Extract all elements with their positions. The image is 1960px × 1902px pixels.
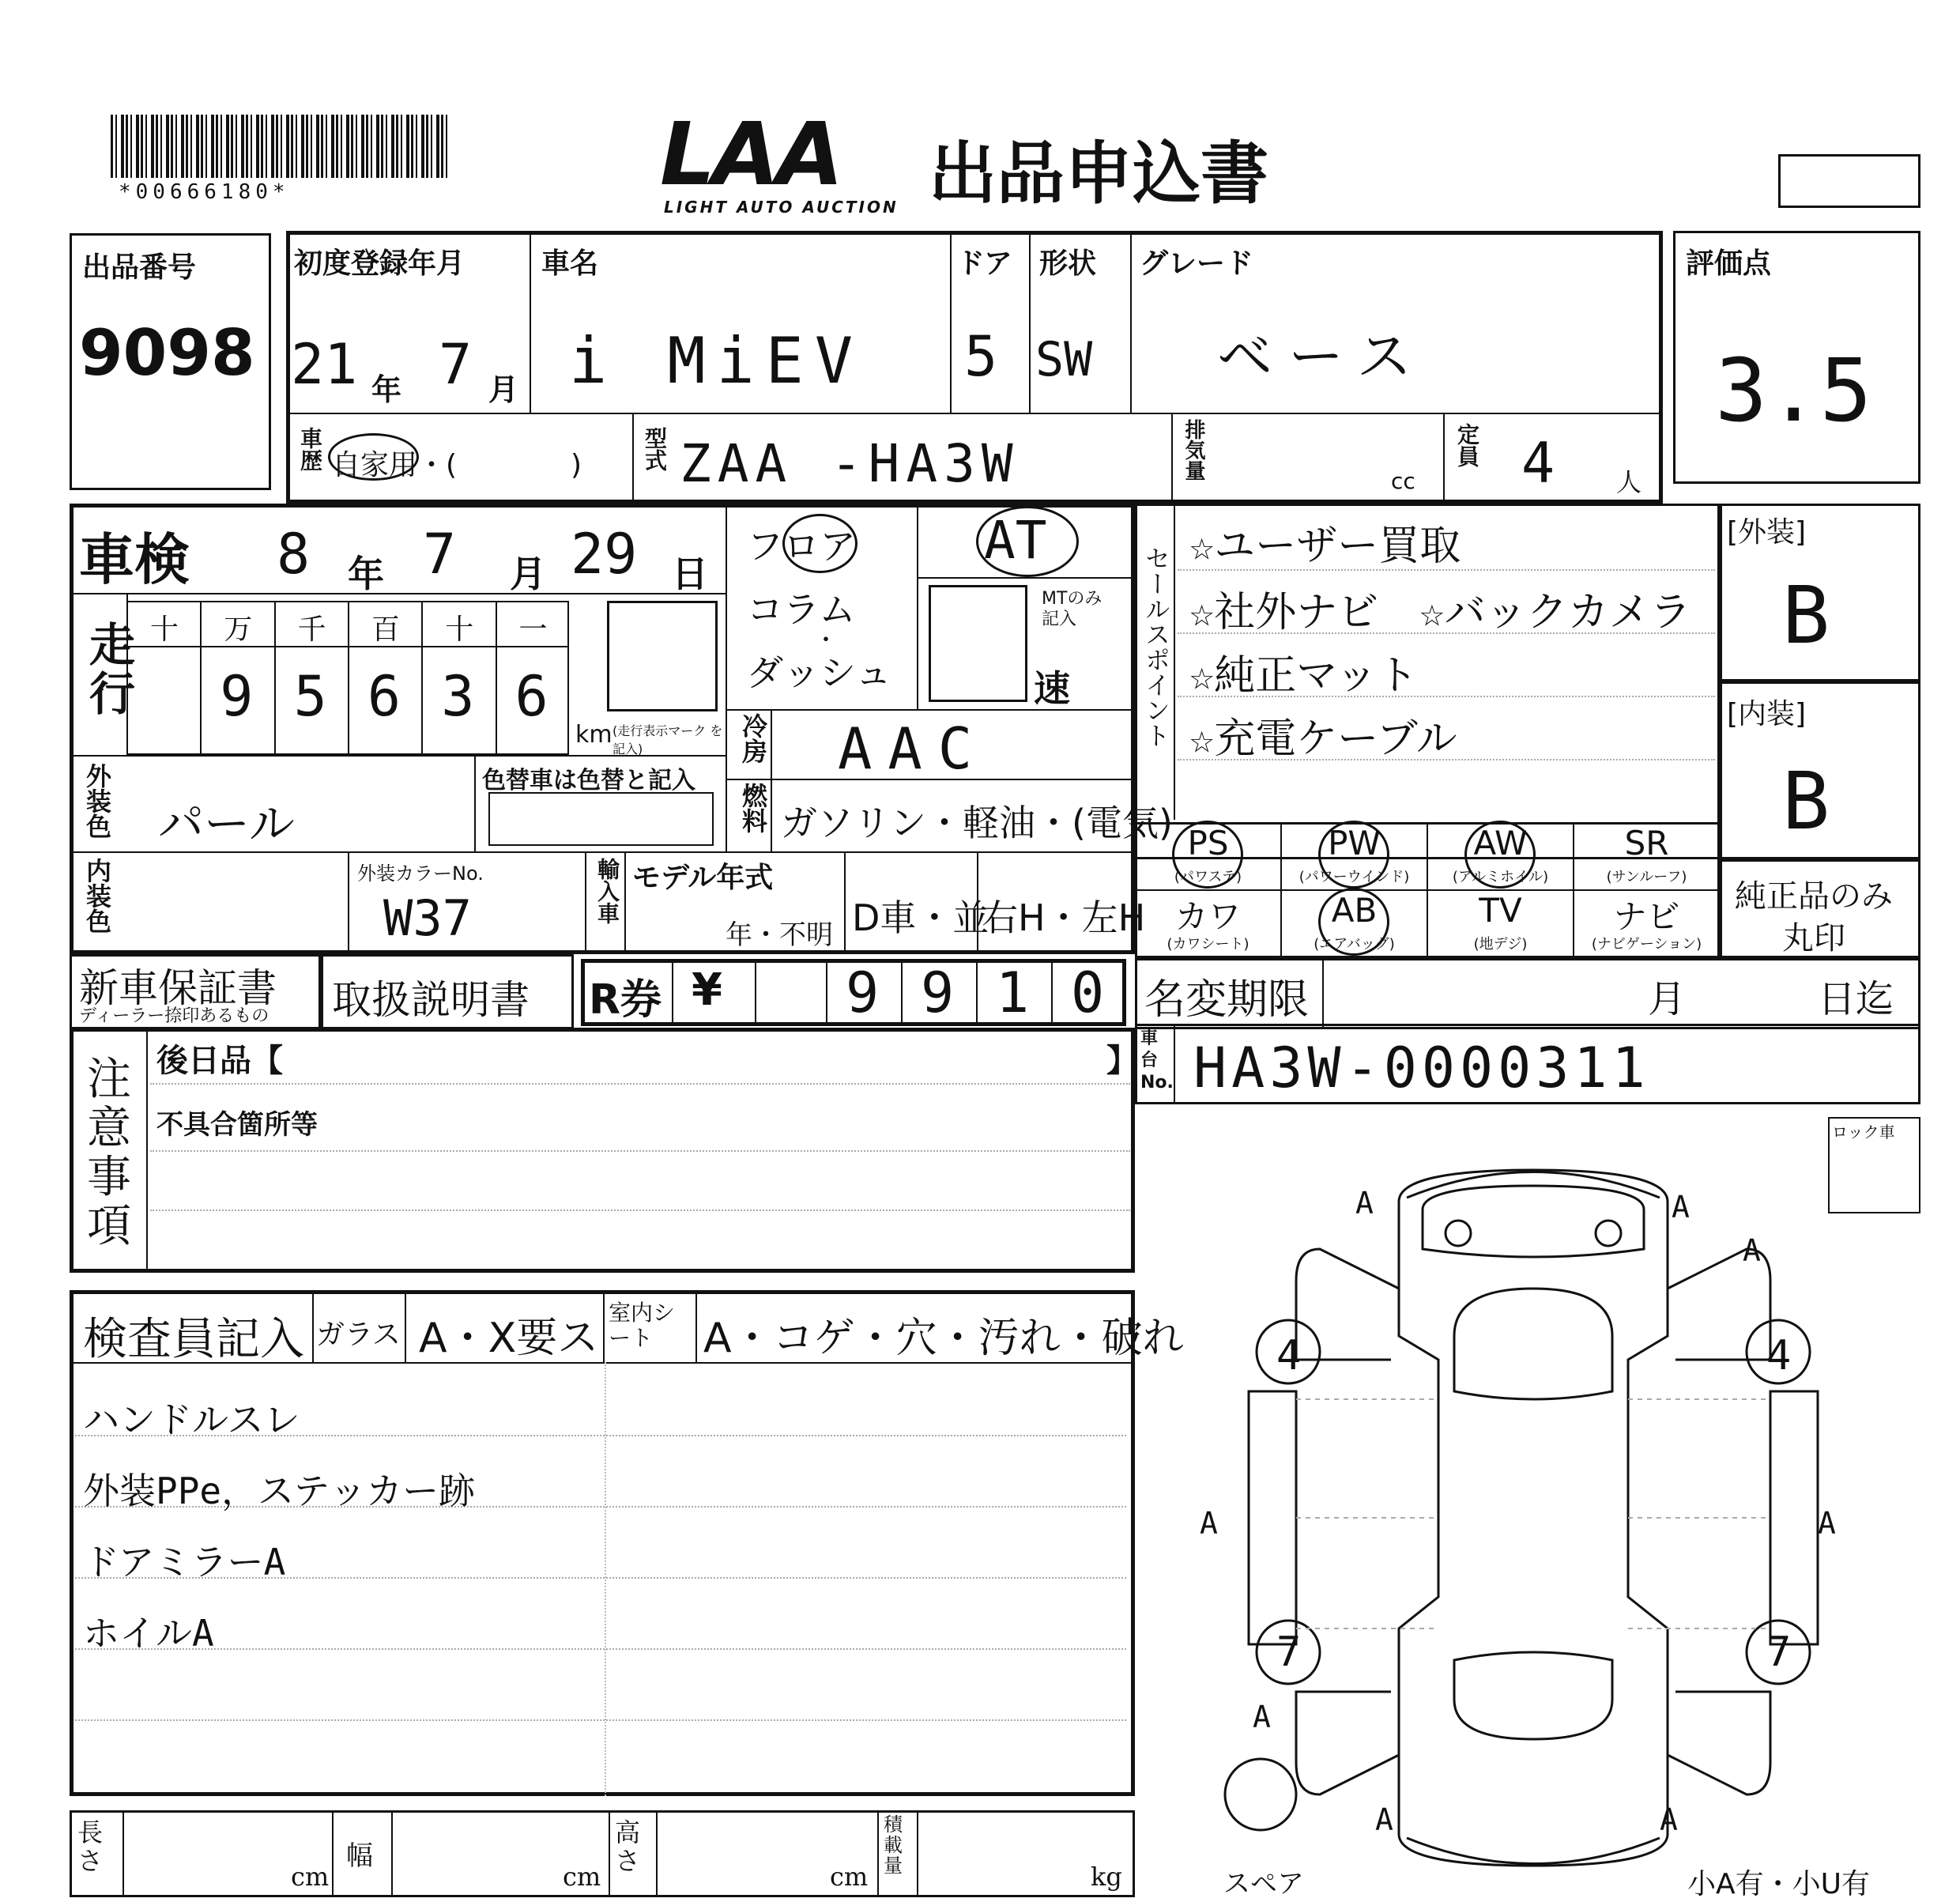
inspector-line-3: ドアミラーA <box>83 1541 286 1583</box>
glass-options: A・X要ス <box>419 1315 599 1362</box>
int-grade-label: [内装] <box>1727 698 1807 730</box>
equipment-code: カワ <box>1174 897 1242 936</box>
score-label: 評価点 <box>1686 247 1772 280</box>
dimensions-box <box>70 1810 1135 1897</box>
repaint-note: 色替車は色替と記入 <box>482 767 695 794</box>
genuine-line2: 丸印 <box>1782 920 1845 957</box>
spare-label: スペア <box>1223 1868 1304 1900</box>
equipment-circle <box>1464 821 1536 889</box>
damage-mark-8: A <box>1660 1802 1678 1837</box>
mileage-unit: km <box>575 721 612 749</box>
seat-options: A・コゲ・穴・汚れ・破れ <box>703 1315 1184 1362</box>
equipment-code: ナビ <box>1613 897 1680 936</box>
mileage-label: 走行 <box>81 621 135 719</box>
length-label: 長さ <box>77 1817 104 1876</box>
mileage-digit-header: 万 <box>224 613 253 646</box>
mileage-digit-header: 十 <box>445 613 474 646</box>
tire-front-right: 4 <box>1766 1332 1792 1379</box>
tire-front-left: 4 <box>1276 1332 1302 1379</box>
displacement-unit: cc <box>1391 468 1415 494</box>
notes-label: 注意事項 <box>87 1054 131 1252</box>
tire-rear-right: 7 <box>1766 1628 1792 1676</box>
car-name-label: 車名 <box>541 247 599 280</box>
aircon-label: 冷房 <box>738 713 768 764</box>
model-year-suffix: 年・不明 <box>726 919 833 951</box>
lot-number: 9098 <box>79 316 255 390</box>
sales-line-4: ☆充電ケーブル <box>1189 715 1457 763</box>
barcode-number: *00666180* <box>119 180 290 204</box>
page-title: 出品申込書 <box>929 134 1268 213</box>
inspector-line-4: ホイルA <box>83 1612 214 1655</box>
fuel-label: 燃料 <box>738 783 768 833</box>
mileage-digit: 6 <box>514 664 548 729</box>
equipment-sub: (ナビゲーション) <box>1591 936 1702 953</box>
int-color-label: 内装色 <box>82 858 112 934</box>
inspection-month-suffix: 月 <box>510 553 546 595</box>
stamp-box <box>1778 154 1920 208</box>
genuine-line1: 純正品のみ <box>1735 878 1893 915</box>
recycle-digit: 0 <box>1071 960 1105 1025</box>
mileage-digit-header: 千 <box>297 613 326 646</box>
grade-value: ベース <box>1217 324 1428 389</box>
car-name-value: i MiEV <box>569 324 864 398</box>
equipment-code: AB <box>1331 891 1378 930</box>
equipment-sub: (エアバッグ) <box>1314 936 1395 953</box>
inspection-month: 7 <box>423 522 457 587</box>
shift-speed: 速 <box>1034 667 1070 710</box>
inspector-line-1: ハンドルスレ <box>83 1398 300 1441</box>
ext-color-label: 外装色 <box>82 763 112 839</box>
seat-label: 室内シート <box>609 1300 676 1351</box>
mileage-digit: 5 <box>293 664 327 729</box>
first-reg-month-suffix: 月 <box>488 372 519 407</box>
damage-mark-2: A <box>1672 1190 1690 1225</box>
warranty-sub: ディーラー捺印あるもの <box>79 1006 270 1026</box>
aircon-value: AAC <box>838 715 989 782</box>
mt-note: MTのみ記入 <box>1042 589 1102 629</box>
doors-value: 5 <box>964 324 998 389</box>
chassis-value: HA3W-0000311 <box>1193 1036 1650 1100</box>
warranty-title: 新車保証書 <box>79 965 277 1011</box>
width-unit: cm <box>563 1862 601 1892</box>
equipment-code: SR <box>1624 824 1669 862</box>
color-no-label: 外装カラーNo. <box>357 862 484 885</box>
shape-label: 形状 <box>1039 247 1097 280</box>
recycle-digit: 1 <box>996 960 1030 1025</box>
defects-label: 不具合箇所等 <box>156 1109 318 1141</box>
mileage-digit: 3 <box>441 664 475 729</box>
capacity-unit: 人 <box>1616 467 1642 497</box>
glass-label: ガラス <box>316 1319 401 1351</box>
handle-option: 右H・左H <box>982 896 1146 939</box>
load-unit: kg <box>1091 1862 1122 1892</box>
sales-line-3: ☆純正マット <box>1189 652 1419 700</box>
sales-line-2: ☆社外ナビ ☆バックカメラ <box>1189 589 1691 636</box>
equipment-code: AW <box>1473 824 1528 862</box>
ext-grade-label: [外装] <box>1727 516 1807 549</box>
recycle-digit: 9 <box>921 960 955 1025</box>
equipment-sub: (地デジ) <box>1473 936 1528 953</box>
int-grade-value: B <box>1782 755 1830 847</box>
height-unit: cm <box>830 1862 869 1892</box>
lot-label: 出品番号 <box>82 251 197 284</box>
shift-floor: フロア <box>747 525 856 568</box>
inspector-line-2: 外装PPe，ステッカー跡 <box>83 1470 476 1512</box>
first-reg-year: 21 <box>291 332 358 397</box>
load-label: 積載量 <box>884 1813 903 1877</box>
height-label: 高さ <box>615 1817 641 1876</box>
doors-label: ドア <box>956 247 1012 280</box>
mileage-digit-header: 百 <box>371 613 400 646</box>
score-value: 3.5 <box>1715 340 1872 441</box>
mt-box <box>929 585 1027 702</box>
name-change-label: 名変期限 <box>1144 976 1310 1024</box>
inspection-year: 8 <box>277 522 311 587</box>
inspection-day-suffix: 日 <box>672 553 708 595</box>
lock-label: ロック車 <box>1832 1123 1895 1142</box>
tire-rear-left: 7 <box>1276 1628 1302 1676</box>
damage-mark-1: A <box>1355 1186 1374 1221</box>
manual-label: 取扱説明書 <box>332 977 530 1023</box>
equipment-circle <box>1172 821 1243 889</box>
first-reg-year-suffix: 年 <box>371 372 402 407</box>
inspection-label: 車検 <box>79 527 190 592</box>
sales-label: セールスポイント <box>1141 545 1171 748</box>
mileage-unit-note: (走行表示マーク を記入) <box>612 723 723 757</box>
displacement-label: 排気量 <box>1182 419 1205 481</box>
mileage-digit-header: 十 <box>150 613 179 646</box>
bottom-note: 小A有・小U有 <box>1687 1868 1870 1900</box>
name-change-month: 月 <box>1648 977 1687 1021</box>
model-year-label: モデル年式 <box>632 862 774 894</box>
equipment-code: PW <box>1328 824 1381 862</box>
dealer-option: D車・並 <box>852 896 989 939</box>
mileage-box <box>607 601 718 711</box>
barcode <box>111 115 450 178</box>
width-label: 幅 <box>346 1840 373 1872</box>
later-items-close: 】 <box>1106 1043 1138 1079</box>
color-no-value: W37 <box>383 889 472 947</box>
damage-mark-4: A <box>1200 1506 1218 1541</box>
mileage-digit: 6 <box>367 664 401 729</box>
recycle-digit: 9 <box>846 960 880 1025</box>
equipment-sub: (パワステ) <box>1174 869 1242 885</box>
shift-column: コラム <box>747 588 856 631</box>
repaint-box <box>488 792 714 846</box>
inspection-day: 29 <box>571 522 638 587</box>
damage-mark-6: A <box>1253 1700 1271 1734</box>
model-code-value: ZAA -HA3W <box>680 433 1020 494</box>
ext-grade-value: B <box>1782 569 1830 662</box>
car-diagram <box>1185 1154 1881 1881</box>
equipment-sub: (カワシート) <box>1167 936 1250 953</box>
name-change-day: 日迄 <box>1818 977 1894 1021</box>
history-label: 車歴 <box>297 427 323 471</box>
length-unit: cm <box>291 1862 330 1892</box>
damage-mark-3: A <box>1743 1233 1761 1268</box>
laa-logo-sub: LIGHT AUTO AUCTION <box>664 198 899 217</box>
history-value: 自家用・( ) <box>332 449 582 481</box>
recycle-label: R券 <box>589 976 662 1024</box>
mileage-digit: 9 <box>220 664 254 729</box>
equipment-sub: (パワーウインド) <box>1298 869 1410 885</box>
chassis-label: 車台No. <box>1140 1028 1174 1093</box>
first-reg-month: 7 <box>439 332 473 397</box>
equipment-sub: (サンルーフ) <box>1606 869 1687 885</box>
import-label: 輸入車 <box>594 858 620 924</box>
equipment-code: PS <box>1187 824 1229 862</box>
first-reg-label: 初度登録年月 <box>294 247 466 280</box>
later-items-label: 後日品【 <box>156 1043 283 1079</box>
capacity-value: 4 <box>1521 431 1555 496</box>
model-code-label: 型式 <box>642 427 668 471</box>
damage-mark-7: A <box>1375 1802 1393 1837</box>
mileage-digit-header: 一 <box>518 613 548 646</box>
fuel-options: ガソリン・軽油・(電気) <box>781 802 1173 844</box>
ext-color-value: パール <box>158 797 295 851</box>
equipment-sub: (アルミホイル) <box>1452 869 1549 885</box>
shift-dash: ダッシュ <box>747 651 892 694</box>
inspection-year-suffix: 年 <box>348 553 384 595</box>
recycle-yen: ¥ <box>692 964 722 1016</box>
grade-label: グレード <box>1140 247 1254 280</box>
capacity-label: 定員 <box>1454 423 1480 467</box>
shape-value: SW <box>1035 332 1093 387</box>
shift-selected: AT <box>984 510 1047 571</box>
equipment-code: TV <box>1479 891 1522 930</box>
equipment-circle <box>1318 888 1389 956</box>
sales-line-1: ☆ユーザー買取 <box>1189 523 1461 570</box>
laa-logo: LAA <box>660 104 841 205</box>
equipment-circle <box>1318 821 1389 889</box>
damage-mark-5: A <box>1818 1506 1836 1541</box>
inspector-label: 検査員記入 <box>83 1314 304 1365</box>
